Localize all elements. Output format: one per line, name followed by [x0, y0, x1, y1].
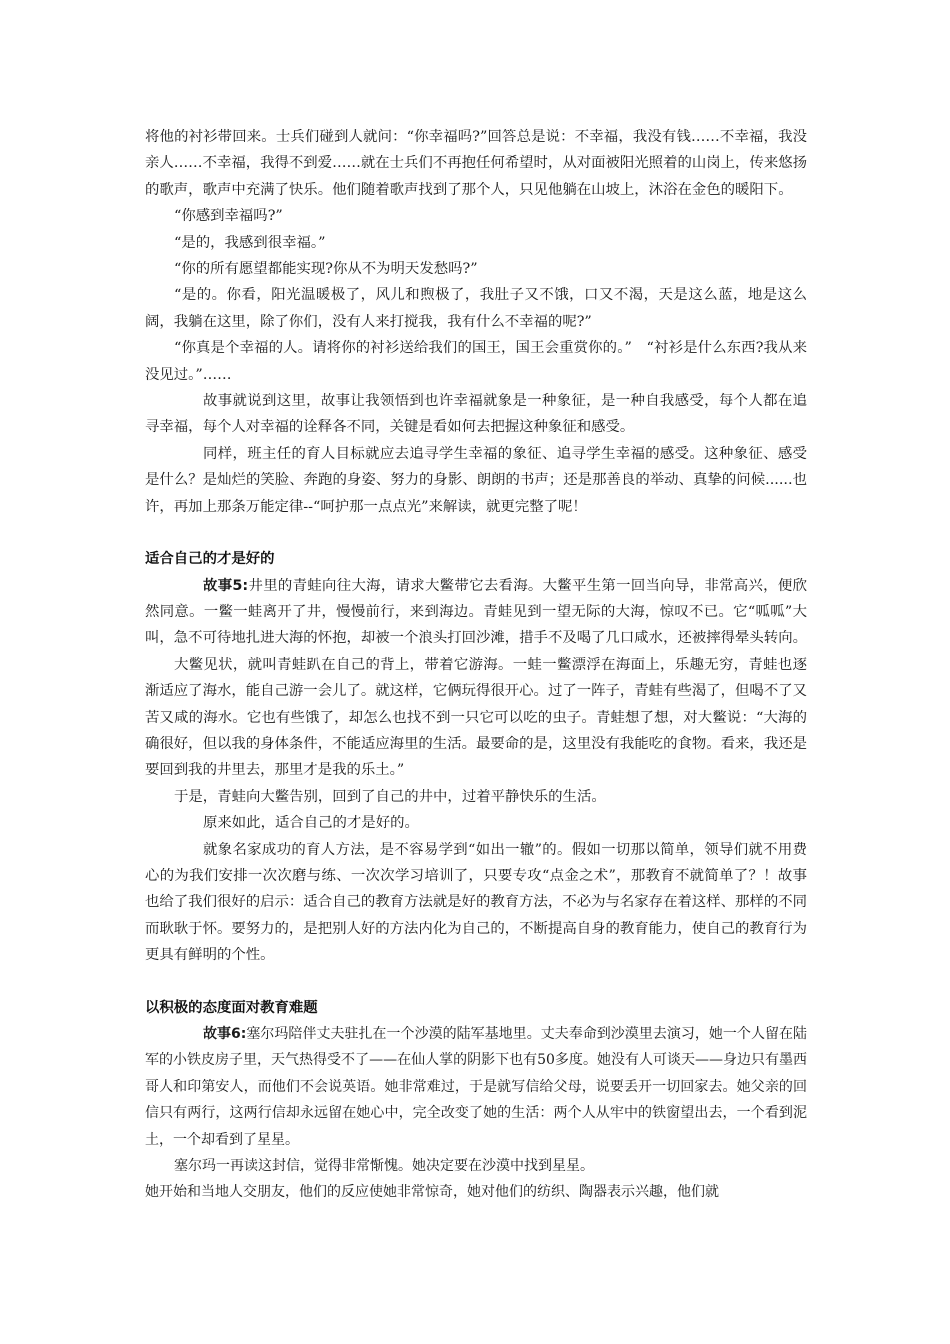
dialogue-line: “你真是个幸福的人。请将你的衬衫送给我们的国王，国王会重赏你的。” “衬衫是什么东西?我从来没见过。”…… — [145, 340, 807, 383]
story-paragraph: 大鳖见状，就叫青蛙趴在自己的背上，带着它游海。一蛙一鳖漂浮在海面上，乐趣无穷，青蛙也逐渐适应了海水，能自己游一会儿了。就这样，它俩玩得很开心。过了一阵子，青蛙有些渴了，但喝不了又苦又咸的海水。它也有些饿了，却怎么也找不到一只它可以吃的虫子。青蛙想了想，对大鳖说：“大海的确很好，但以我的身体条件，不能适应海里的生活。最要命的是，这里没有我能吃的食物。看来，我还是要回到我的井里去，那里才是我的乐土。” — [145, 656, 807, 779]
section-heading: 以积极的态度面对教育难题 — [145, 999, 318, 1016]
story-paragraph — [145, 1021, 807, 1153]
section-heading: 适合自己的才是好的 — [145, 551, 275, 568]
reflection-paragraph: 同样，班主任的育人目标就应去追寻学生幸福的象征、追寻学生幸福的感受。这种象征、感受是什么？是灿烂的笑脸、奔跑的身姿、努力的身影、朗朗的书声；还是那善良的举动、真挚的问候......也许，再加上那条万能定律--“呵护那一点点光”来解读，就更完整了呢！ — [145, 445, 807, 515]
reflection-paragraph: 就象名家成功的育人方法，是不容易学到“如出一辙”的。假如一切那以简单，领导们就不用费心的为我们安排一次次磨与练、一次次学习培训了，只要专攻“点金之术”，那教育不就简单了？！故事也给了我们很好的启示：适合自己的教育方法就是好的教育方法，不必为与名家存在着这样、那样的不同而耿耿于怀。要努力的，是把别人好的方法内化为自己的，不断提高自身的教育能力，使自己的教育行为更具有鲜明的个性。 — [145, 841, 807, 964]
story-paragraph: 她开始和当地人交朋友，他们的反应使她非常惊奇，她对他们的纺织、陶器表示兴趣，他们就 — [145, 1184, 719, 1201]
story-label: 故事6: — [203, 1026, 247, 1042]
story-text: 井里的青蛙向往大海，请求大鳖带它去看海。大鳖平生第一回当向导，非常高兴，便欣然同意。一鳖一蛙离开了井，慢慢前行，来到海边。青蛙见到一望无际的大海，惊叹不已。它“呱呱”大叫，急不可待地扎进大海的怀抱，却被一个浪头打回沙滩，措手不及喝了几口咸水，还被摔得晕头转向。 — [145, 577, 807, 647]
story-label: 故事5: — [203, 577, 249, 594]
story-paragraph: 将他的衬衫带回来。士兵们碰到人就问：“你幸福吗?”回答总是说：不幸福，我没有钱……不幸福，我没亲人……不幸福，我得不到爱……就在士兵们不再抱任何希望时，从对面被阳光照着的山岗上，传来悠扬的歌声，歌声中充满了快乐。他们随着歌声找到了那个人，只见他躺在山坡上，沐浴在金色的暖阳下。 — [145, 129, 807, 198]
story-text: 塞尔玛陪伴丈夫驻扎在一个沙漠的陆军基地里。丈夫奉命到沙漠里去演习，她一个人留在陆军的小铁皮房子里，天气热得受不了——在仙人掌的阴影下也有50多度。她没有人可谈天——身边只有墨西哥人和印第安人，而他们不会说英语。她非常难过，于是就写信给父母，说要丢开一切回家去。她父亲的回信只有两行，这两行信却永远留在她心中，完全改变了她的生活：两个人从牢中的铁窗望出去，一个看到泥土，一个却看到了星星。 — [145, 1026, 807, 1148]
reflection-paragraph: 故事就说到这里，故事让我领悟到也许幸福就象是一种象征，是一种自我感受，每个人都在追寻幸福，每个人对幸福的诠释各不同，关键是看如何去把握这种象征和感受。 — [145, 393, 807, 436]
dialogue-line: “你的所有愿望都能实现?你从不为明天发愁吗?” — [174, 261, 478, 278]
dialogue-line: “是的，我感到很幸福。” — [174, 234, 326, 251]
story-paragraph — [145, 573, 807, 652]
story-paragraph: 于是，青蛙向大鳖告别，回到了自己的井中，过着平静快乐的生活。 — [174, 788, 606, 805]
dialogue-line: “你感到幸福吗?” — [174, 208, 283, 225]
document-page — [145, 124, 807, 1206]
reflection-paragraph: 原来如此，适合自己的才是好的。 — [203, 815, 419, 832]
story-paragraph: 塞尔玛一再读这封信，觉得非常惭愧。她决定要在沙漠中找到星星。 — [174, 1158, 594, 1175]
dialogue-line: “是的。你看，阳光温暖极了，风儿和煦极了，我肚子又不饿，口又不渴，天是这么蓝，地是这么阔，我躺在这里，除了你们，没有人来打搅我，我有什么不幸福的呢?” — [145, 287, 807, 330]
